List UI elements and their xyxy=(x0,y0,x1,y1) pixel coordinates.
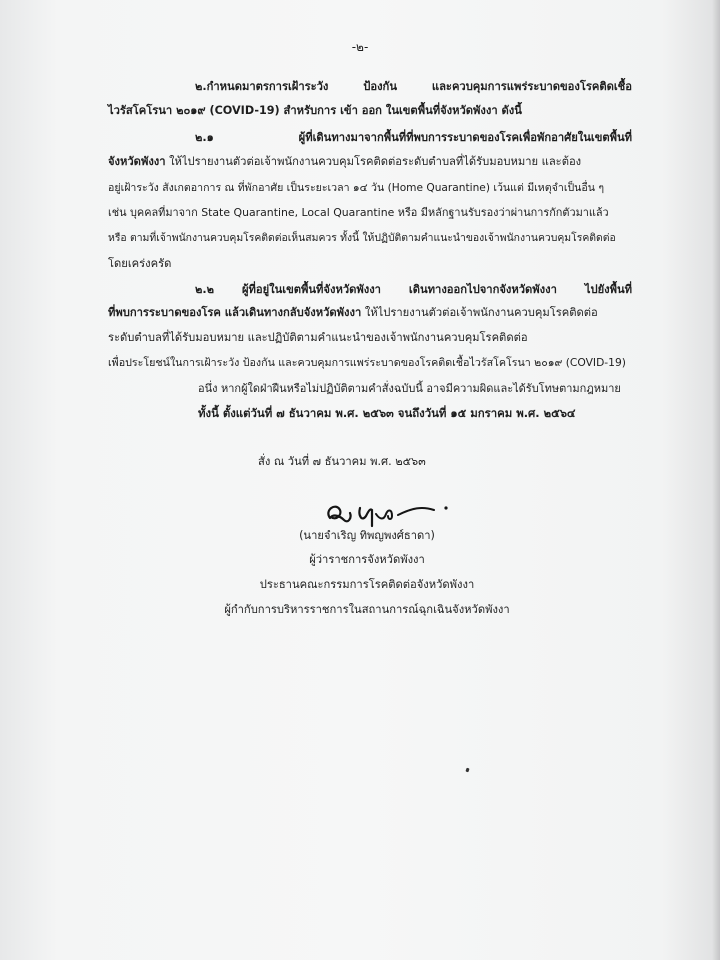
section-2-1-line-2 xyxy=(108,154,581,170)
signer-name: (นายจำเริญ ทิพญพงศ์ธาดา) xyxy=(299,529,435,542)
section-2-1-line-5: หรือ ตามที่เจ้าพนักงานควบคุมโรคติดต่อเห็นสมควร ทั้งนี้ ให้ปฏิบัติตามคำแนะนำของเจ้าพนักงานควบคุมโรคติดต่อ xyxy=(108,232,616,244)
penalty-notice: อนึ่ง หากผู้ใดฝ่าฝืนหรือไม่ปฏิบัติตามคำสั่งฉบับนี้ อาจมีความผิดและได้รับโทษตามกฎหมาย xyxy=(198,382,621,395)
section-2-1-line-6: โดยเคร่งครัด xyxy=(108,257,172,270)
section-2-1-line-4: เช่น บุคคลที่มาจาก State Quarantine, Local Quarantine หรือ มีหลักฐานรับรองว่าผ่านการกักตัวมาแล้ว xyxy=(108,206,609,219)
section-2-1-line-3: อยู่เฝ้าระวัง สังเกตอาการ ณ ที่พักอาศัย เป็นระยะเวลา ๑๔ วัน (Home Quarantine) เว้นแต่ มีเหตุจำเป็นอื่น ๆ xyxy=(108,182,605,194)
page-number: -๒- xyxy=(351,40,369,54)
signer-title-committee-chair: ประธานคณะกรรมการโรคติดต่อจังหวัดพังงา xyxy=(259,578,475,591)
paper-speck xyxy=(465,768,469,773)
section-2-2-line-4: เพื่อประโยชน์ในการเฝ้าระวัง ป้องกัน และควบคุมการแพร่ระบาดของโรคติดเชื้อไวรัสโคโรนา ๒๐๑๙ (COVID-19) xyxy=(108,356,626,369)
section-2-1-line-2-rest: ให้ไปรายงานตัวต่อเจ้าพนักงานควบคุมโรคติดต่อระดับตำบลที่ได้รับมอบหมาย และต้อง xyxy=(165,155,582,168)
section-2-2-line-2 xyxy=(108,305,598,321)
section-2-heading-line-2: ไวรัสโคโรนา ๒๐๑๙ (COVID-19) สำหรับการ เข้า ออก ในเขตพื้นที่จังหวัดพังงา ดังนี้ xyxy=(108,104,522,117)
signer-title-governor: ผู้ว่าราชการจังหวัดพังงา xyxy=(309,553,425,566)
section-2-2-line-3: ระดับตำบลที่ได้รับมอบหมาย และปฏิบัติตามคำแนะนำของเจ้าพนักงานควบคุมโรคติดต่อ xyxy=(108,331,528,344)
section-2-2-line-1: ๒.๒ ผู้ที่อยู่ในเขตพื้นที่จังหวัดพังงา เดินทางออกไปจากจังหวัดพังงา ไปยังพื้นที่ xyxy=(195,283,632,296)
section-2-2-line-2-rest: ให้ไปรายงานตัวต่อเจ้าพนักงานควบคุมโรคติดต่อ xyxy=(361,306,598,319)
section-2-1-line-1: ๒.๑ ผู้ที่เดินทางมาจากพื้นที่ที่พบการระบาดของโรคเพื่อพักอาศัยในเขตพื้นที่ xyxy=(195,131,632,144)
section-2-1-line-2-bold: จังหวัดพังงา xyxy=(108,155,166,168)
signer-title-emergency-supervisor: ผู้กำกับการบริหารราชการในสถานการณ์ฉุกเฉินจังหวัดพังงา xyxy=(224,603,510,616)
page-edge-shadow xyxy=(712,0,720,960)
effective-period: ทั้งนี้ ตั้งแต่วันที่ ๗ ธันวาคม พ.ศ. ๒๕๖๓ จนถึงวันที่ ๑๕ มกราคม พ.ศ. ๒๕๖๔ xyxy=(198,406,576,420)
section-2-2-line-2-bold: ที่พบการระบาดของโรค แล้วเดินทางกลับจังหวัดพังงา xyxy=(108,306,362,319)
ordered-date: สั่ง ณ วันที่ ๗ ธันวาคม พ.ศ. ๒๕๖๓ xyxy=(258,455,426,468)
section-2-heading-line-1: ๒.กำหนดมาตรการเฝ้าระวัง ป้องกัน และควบคุมการแพร่ระบาดของโรคติดเชื้อ xyxy=(195,80,632,93)
